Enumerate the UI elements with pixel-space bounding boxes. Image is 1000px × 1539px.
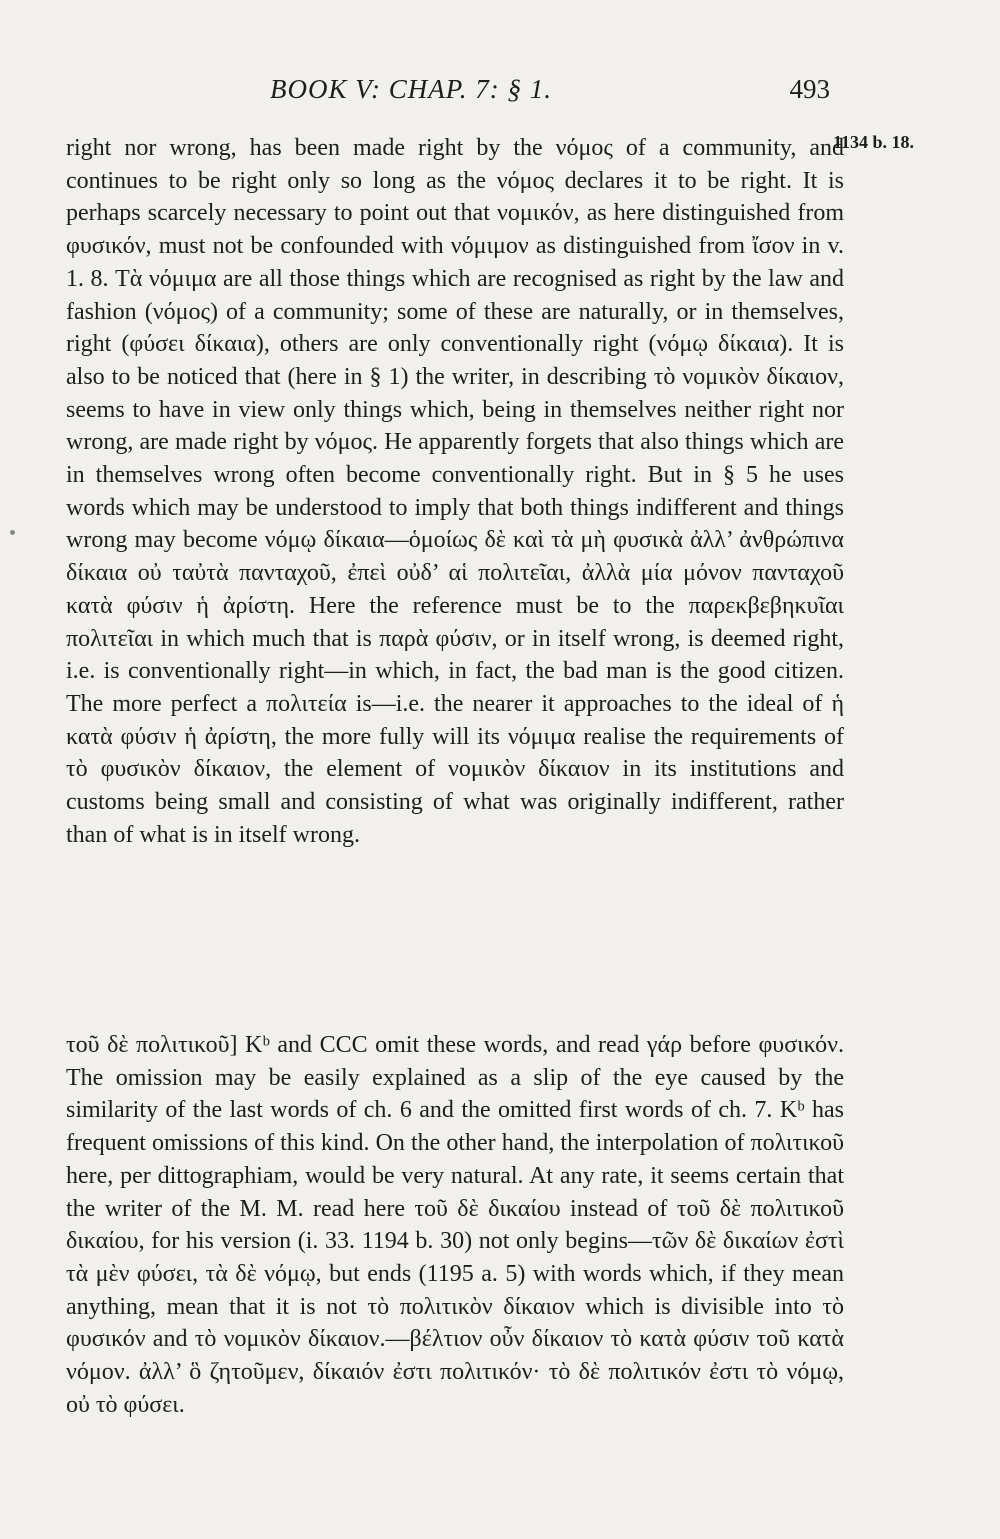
- paper-speck: [10, 530, 15, 535]
- running-title: BOOK V: CHAP. 7: § 1.: [270, 74, 552, 104]
- running-head: [270, 74, 840, 105]
- commentary-paragraph-2: τοῦ δὲ πολιτικοῦ] Kᵇ and CCC omit these words, and read γάρ before φυσικόν. The omission may be easily explained as a slip of the eye caused by the similarity of the last words of ch. 6 and the omitted first words of ch. 7. Kᵇ has frequent omissions of this kind. On the other hand, the interpolation of πολιτικοῦ here, per dittographiam, would be very natural. At any rate, it seems certain that the writer of the M. M. read here τοῦ δὲ δικαίου instead of τοῦ δὲ πολιτικοῦ δικαίου, for his version (i. 33. 1194 b. 30) not only begins—τῶν δὲ δικαίων ἐστὶ τὰ μὲν φύσει, τὰ δὲ νόμῳ, but ends (1195 a. 5) with words which, if they mean anything, mean that it is not τὸ πολιτικὸν δίκαιον which is divisible into τὸ φυσικόν and τὸ νομικὸν δίκαιον.—βέλτιον οὖν δίκαιον τὸ κατὰ φύσιν τοῦ κατὰ νόμον. ἀλλ’ ὃ ζητοῦμεν, δίκαιόν ἐστι πολιτικόν· τὸ δὲ πολιτικόν ἐστι τὸ νόμῳ, οὐ τὸ φύσει.: [66, 1032, 844, 1418]
- margin-reference: 1134 b. 18.: [833, 132, 915, 152]
- page-number: 493: [789, 74, 830, 104]
- commentary-paragraph-1: right nor wrong, has been made right by the νόμος of a community, and continues to be right only so long as the νόμος declares it to be right. It is perhaps scarcely necessary to point out that νομικόν, as here distinguished from φυσικόν, must not be confounded with νόμιμον as distinguished from ἴσον in v. 1. 8. Τὰ νόμιμα are all those things which are recognised as right by the law and fashion (νόμος) of a community; some of these are naturally, or in themselves, right (φύσει δίκαια), others are only conventionally right (νόμῳ δίκαια). It is also to be noticed that (here in § 1) the writer, in describing τὸ νομικὸν δίκαιον, seems to have in view only things which, being in themselves neither right nor wrong, are made right by νόμος. He apparently forgets that also things which are in themselves wrong often become conventionally right. But in § 5 he uses words which may be understood to imply that both things indifferent and things wrong may become νόμῳ δίκαια—ὁμοίως δὲ καὶ τὰ μὴ φυσικὰ ἀλλ’ ἀνθρώπινα δίκαια οὐ ταὐτὰ πανταχοῦ, ἐπεὶ οὐδ’ αἱ πολιτεῖαι, ἀλλὰ μία μόνον πανταχοῦ κατὰ φύσιν ἡ ἀρίστη. Here the reference must be to the παρεκβεβηκυῖαι πολιτεῖαι in which much that is παρὰ φύσιν, or in itself wrong, is deemed right, i.e. is conventionally right—in which, in fact, the bad man is the good citizen. The more perfect a πολιτεία is—i.e. the nearer it approaches to the ideal of ἡ κατὰ φύσιν ἡ ἀρίστη, the more fully will its νόμιμα realise the requirements of τὸ φυσικὸν δίκαιον, the element of νομικὸν δίκαιον in its institutions and customs being small and consisting of what was originally indifferent, rather than of what is in itself wrong.: [66, 135, 844, 848]
